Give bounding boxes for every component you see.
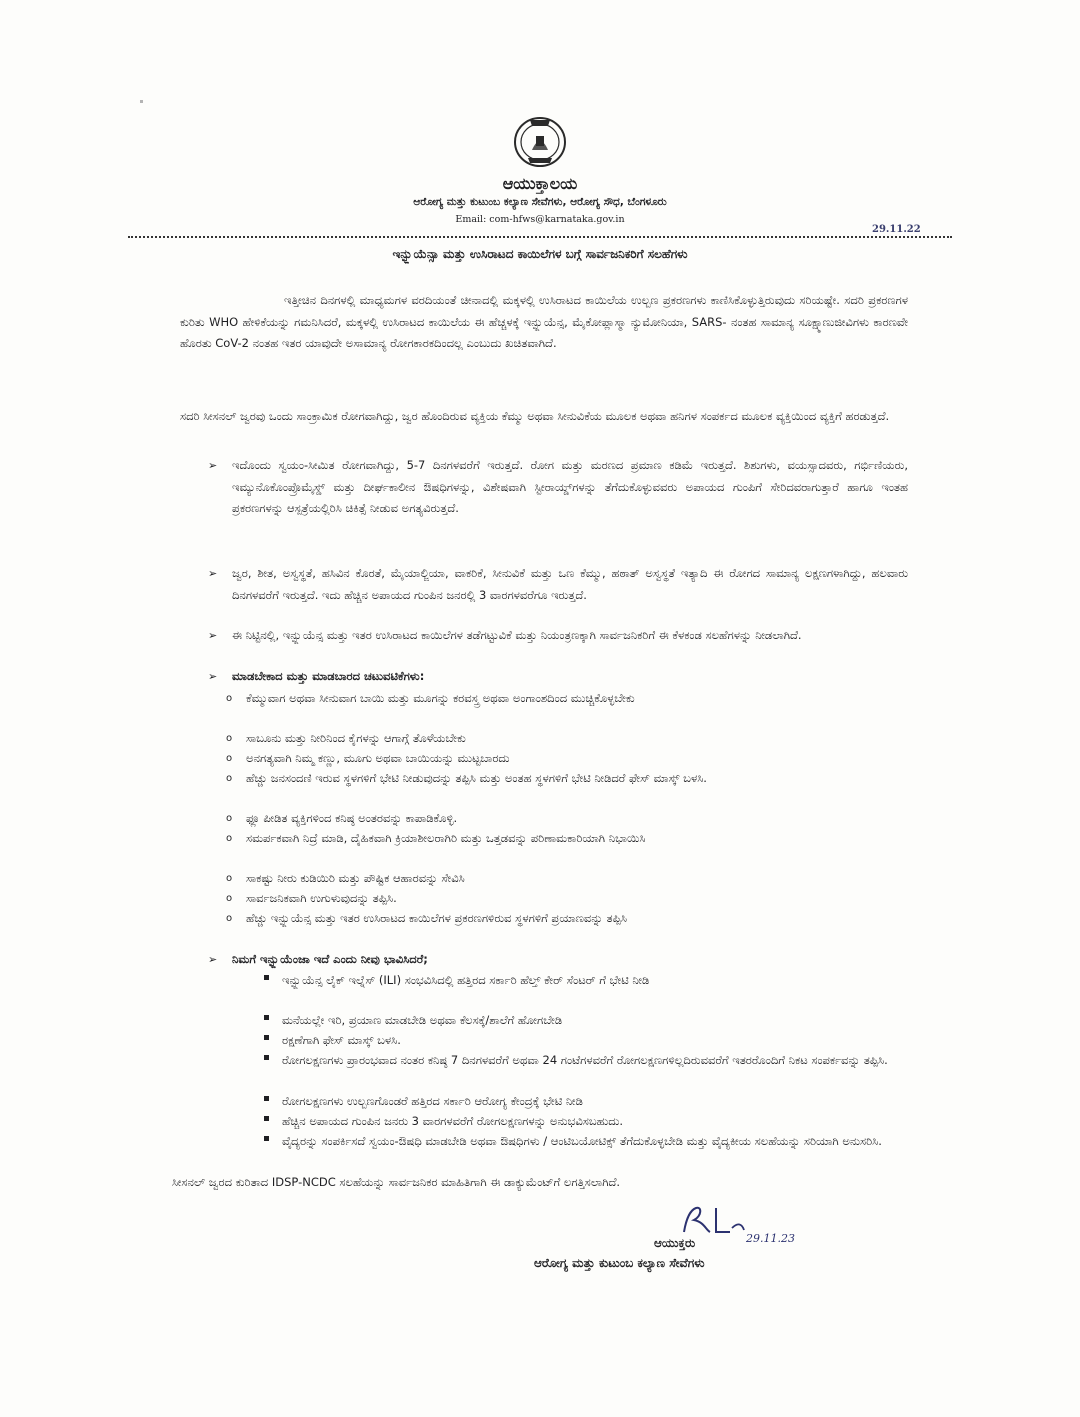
flu-step-text: ರೋಗಲಕ್ಷಣಗಳು ಪ್ರಾರಂಭವಾದ ನಂತರ ಕನಿಷ್ಠ 7 ದಿನಗಳವರೆಗೆ ಅಥವಾ 24 ಗಂಟೆಗಳವರೆಗೆ ರೋಗಲಕ್ಷಣಗಳಿಲ್ಲದಿರುವವರೆಗೆ ಇತರರೊಂದಿಗೆ ನಿಕಟ ಸಂಪರ್ಕವನ್ನು ತಪ್ಪಿಸಿ. [282, 1053, 888, 1067]
circle-bullet-icon: o [226, 813, 233, 824]
flu-step-text: ರಕ್ಷಣೆಗಾಗಿ ಫೇಸ್ ಮಾಸ್ಕ್ ಬಳಸಿ. [282, 1033, 401, 1047]
flu-step-item [264, 1030, 910, 1052]
header-date: 29.11.22 [872, 224, 921, 235]
dos-text: ಸಾಕಷ್ಟು ನೀರು ಕುಡಿಯಿರಿ ಮತ್ತು ಪೌಷ್ಟಿಕ ಆಹಾರವನ್ನು ಸೇವಿಸಿ [246, 871, 465, 885]
square-bullet-icon [264, 1035, 269, 1040]
dos-item [226, 888, 908, 910]
dos-text: ಅನಗತ್ಯವಾಗಿ ನಿಮ್ಮ ಕಣ್ಣು, ಮೂಗು ಅಥವಾ ಬಾಯಿಯನ್ನು ಮುಟ್ಟಬಾರದು [246, 751, 510, 765]
dos-heading: ಮಾಡಬೇಕಾದ ಮತ್ತು ಮಾಡಬಾರದ ಚಟುವಟಿಕೆಗಳು: [232, 669, 425, 683]
square-bullet-icon [264, 1096, 269, 1101]
dos-item [226, 828, 908, 850]
flu-step-item [264, 1131, 910, 1153]
dos-text: ಸಾಬೂನು ಮತ್ತು ನೀರಿನಿಂದ ಕೈಗಳನ್ನು ಆಗಾಗ್ಗೆ ತೊಳೆಯಬೇಕು [246, 731, 466, 745]
arrow-bullet-icon: ➢ [208, 567, 218, 580]
office-email: Email: com-hfws@karnataka.gov.in [455, 214, 625, 225]
flu-step-item [264, 1091, 910, 1113]
flu-step-item [264, 1111, 910, 1133]
dos-item [226, 908, 908, 930]
office-subtitle: ಆರೋಗ್ಯ ಮತ್ತು ಕುಟುಂಬ ಕಲ್ಯಾಣ ಸೇವೆಗಳು, ಆರೋಗ್ಯ ಸೌಧ, ಬೆಂಗಳೂರು [413, 196, 667, 208]
dos-heading-item [208, 666, 908, 688]
bullet-text: ಇದೊಂದು ಸ್ವಯಂ-ಸೀಮಿತ ರೋಗವಾಗಿದ್ದು, 5-7 ದಿನಗಳವರೆಗೆ ಇರುತ್ತದೆ. ರೋಗ ಮತ್ತು ಮರಣದ ಪ್ರಮಾಣ ಕಡಿಮೆ ಇರುತ್ತದೆ. ಶಿಶುಗಳು, ವಯಸ್ಸಾದವರು, ಗರ್ಭಿಣಿಯರು, ಇಮ್ಯುನೊಕೊಂಪ್ರೊಮೈಸ್ಡ್ ಮತ್ತು ದೀರ್ಘಕಾಲೀನ ಔಷಧಿಗಳನ್ನು, ವಿಶೇಷವಾಗಿ ಸ್ಟೀರಾಯ್ಡ್‌ಗಳನ್ನು ತೆಗೆದುಕೊಳ್ಳುವವರು ಅಪಾಯದ ಗುಂಪಿಗೆ ಸೇರಿದವರಾಗುತ್ತಾರೆ ಹಾಗೂ ಇಂತಹ ಪ್ರಕರಣಗಳನ್ನು ಆಸ್ಪತ್ರೆಯಲ್ಲಿರಿಸಿ ಚಿಕಿತ್ಸೆ ನೀಡುವ ಅಗತ್ಯವಿರುತ್ತದೆ. [232, 458, 908, 515]
document-title: ಇನ್ಫ್ಲುಯೆನ್ಸಾ ಮತ್ತು ಉಸಿರಾಟದ ಕಾಯಿಲೆಗಳ ಬಗ್ಗೆ ಸಾರ್ವಜನಿಕರಿಗೆ ಸಲಹೆಗಳು [392, 247, 688, 261]
dos-item [226, 748, 908, 770]
arrow-bullet-icon: ➢ [208, 459, 218, 472]
signatory-role: ಆಯುಕ್ತರು [654, 1236, 696, 1250]
dos-text: ಸಾರ್ವಜನಿಕವಾಗಿ ಉಗುಳುವುದನ್ನು ತಪ್ಪಿಸಿ. [246, 891, 397, 905]
dos-text: ಹೆಚ್ಚು ಇನ್ಫ್ಲುಯೆನ್ಸ ಮತ್ತು ಇತರ ಉಸಿರಾಟದ ಕಾಯಿಲೆಗಳ ಪ್ರಕರಣಗಳಿರುವ ಸ್ಥಳಗಳಿಗೆ ಪ್ರಯಾಣವನ್ನು ತಪ್ಪಿಸಿ [246, 911, 627, 925]
dos-item [226, 728, 908, 750]
circle-bullet-icon: o [226, 873, 233, 884]
bullet-text: ಜ್ವರ, ಶೀತ, ಅಸ್ವಸ್ಥತೆ, ಹಸಿವಿನ ಕೊರತೆ, ಮೈಯಾಲ್ಜಿಯಾ, ವಾಕರಿಕೆ, ಸೀನುವಿಕೆ ಮತ್ತು ಒಣ ಕೆಮ್ಮು, ಹಠಾತ್ ಅಸ್ವಸ್ಥತೆ ಇತ್ಯಾದಿ ಈ ರೋಗದ ಸಾಮಾನ್ಯ ಲಕ್ಷಣಗಳಾಗಿದ್ದು, ಹಲವಾರು ದಿನಗಳವರೆಗೆ ಇರುತ್ತದೆ. ಇದು ಹೆಚ್ಚಿನ ಅಪಾಯದ ಗುಂಪಿನ ಜನರಲ್ಲಿ 3 ವಾರಗಳವರೆಗೂ ಇರುತ್ತದೆ. [232, 566, 908, 602]
signature-date: 29.11.23 [746, 1232, 795, 1245]
flu-step-item [264, 1010, 910, 1032]
square-bullet-icon [264, 1136, 269, 1141]
scan-speck [140, 100, 143, 103]
circle-bullet-icon: o [226, 913, 233, 924]
office-title: ಆಯುಕ್ತಾಲಯ [502, 174, 578, 193]
circle-bullet-icon: o [226, 693, 233, 704]
signatory-department: ಆರೋಗ್ಯ ಮತ್ತು ಕುಟುಂಬ ಕಲ್ಯಾಣ ಸೇವೆಗಳು [534, 1256, 705, 1270]
square-bullet-icon [264, 1015, 269, 1020]
flu-step-text: ರೋಗಲಕ್ಷಣಗಳು ಉಲ್ಬಣಗೊಂಡರೆ ಹತ್ತಿರದ ಸರ್ಕಾರಿ ಆರೋಗ್ಯ ಕೇಂದ್ರಕ್ಕೆ ಭೇಟಿ ನೀಡಿ [282, 1094, 583, 1108]
flu-step-text: ಮನೆಯಲ್ಲೇ ಇರಿ, ಪ್ರಯಾಣ ಮಾಡಬೇಡಿ ಅಥವಾ ಕೆಲಸಕ್ಕೆ/ಶಾಲೆಗೆ ಹೋಗಬೇಡಿ [282, 1013, 563, 1027]
flu-step-text: ವೈದ್ಯರನ್ನು ಸಂಪರ್ಕಿಸದೆ ಸ್ವಯಂ-ಔಷಧಿ ಮಾಡಬೇಡಿ ಅಥವಾ ಔಷಧಿಗಳು / ಆಂಟಿಬಯೋಟಿಕ್ಸ್ ತೆಗೆದುಕೊಳ್ಳಬೇಡಿ ಮತ್ತು ವೈದ್ಯಕೀಯ ಸಲಹೆಯನ್ನು ಸರಿಯಾಗಿ ಅನುಸರಿಸಿ. [282, 1134, 882, 1148]
flu-step-item [264, 1050, 910, 1072]
dos-text: ಫ್ಲೂ ಪೀಡಿತ ವ್ಯಕ್ತಿಗಳಿಂದ ಕನಿಷ್ಠ ಅಂತರವನ್ನು ಕಾಪಾಡಿಕೊಳ್ಳಿ. [246, 811, 458, 825]
circle-bullet-icon: o [226, 773, 233, 784]
square-bullet-icon [264, 1055, 269, 1060]
flu-step-item [264, 970, 910, 992]
karnataka-emblem-icon [512, 112, 568, 170]
dos-item [226, 688, 908, 710]
flu-step-text: ಇನ್ಫ್ಲುಯೆನ್ಸ ಲೈಕ್ ಇಲ್ನೆಸ್ (ILI) ಸಂಭವಿಸಿದಲ್ಲಿ ಹತ್ತಿರದ ಸರ್ಕಾರಿ ಹೆಲ್ತ್ ಕೇರ್ ಸೆಂಟರ್ ಗೆ ಭೇಟಿ ನೀಡಿ [282, 973, 650, 987]
arrow-bullet-icon: ➢ [208, 629, 218, 642]
circle-bullet-icon: o [226, 833, 233, 844]
dos-text: ಸಮರ್ಪಕವಾಗಿ ನಿದ್ರೆ ಮಾಡಿ, ದೈಹಿಕವಾಗಿ ಕ್ರಿಯಾಶೀಲರಾಗಿರಿ ಮತ್ತು ಒತ್ತಡವನ್ನು ಪರಿಣಾಮಕಾರಿಯಾಗಿ ನಿಭಾಯಿಸಿ [246, 831, 646, 845]
square-bullet-icon [264, 1116, 269, 1121]
dos-item [226, 868, 908, 890]
flu-step-text: ಹೆಚ್ಚಿನ ಅಪಾಯದ ಗುಂಪಿನ ಜನರು 3 ವಾರಗಳವರೆಗೆ ರೋಗಲಕ್ಷಣಗಳನ್ನು ಅನುಭವಿಸಬಹುದು. [282, 1114, 624, 1128]
bullet-item [208, 625, 908, 647]
circle-bullet-icon: o [226, 753, 233, 764]
dotted-divider [128, 236, 952, 238]
circle-bullet-icon: o [226, 893, 233, 904]
bullet-item [208, 455, 908, 520]
flu-heading-item [208, 949, 908, 971]
flu-heading: ನಿಮಗೆ ಇನ್ಫ್ಲುಯೆಂಜಾ ಇದೆ ಎಂದು ನೀವು ಭಾವಿಸಿದರೆ; [232, 952, 428, 966]
transmission-paragraph: ಸದರಿ ಸೀಸನಲ್ ಜ್ವರವು ಒಂದು ಸಾಂಕ್ರಾಮಿಕ ರೋಗವಾಗಿದ್ದು, ಜ್ವರ ಹೊಂದಿರುವ ವ್ಯಕ್ತಿಯ ಕೆಮ್ಮು ಅಥವಾ ಸೀನುವಿಕೆಯ ಮೂಲಕ ಅಥವಾ ಹನಿಗಳ ಸಂಪರ್ಕದ ಮೂಲಕ ವ್ಯಕ್ತಿಯಿಂದ ವ್ಯಕ್ತಿಗೆ ಹರಡುತ್ತದೆ. [180, 409, 890, 423]
attachment-paragraph: ಸೀಸನಲ್ ಜ್ವರದ ಕುರಿತಾದ IDSP-NCDC ಸಲಹೆಯನ್ನು ಸಾರ್ವಜನಿಕರ ಮಾಹಿತಿಗಾಗಿ ಈ ಡಾಕ್ಯುಮೆಂಟ್‌ಗೆ ಲಗತ್ತಿಸಲಾಗಿದೆ. [172, 1175, 621, 1189]
dos-item [226, 768, 908, 790]
dos-item [226, 808, 908, 830]
square-bullet-icon [264, 975, 269, 980]
dos-text: ಹೆಚ್ಚು ಜನಸಂದಣಿ ಇರುವ ಸ್ಥಳಗಳಿಗೆ ಭೇಟಿ ನೀಡುವುದನ್ನು ತಪ್ಪಿಸಿ ಮತ್ತು ಅಂತಹ ಸ್ಥಳಗಳಿಗೆ ಭೇಟಿ ನೀಡಿದರೆ ಫೇಸ್ ಮಾಸ್ಕ್ ಬಳಸಿ. [246, 771, 707, 785]
bullet-item [208, 563, 908, 606]
intro-paragraph: ಇತ್ತೀಚಿನ ದಿನಗಳಲ್ಲಿ ಮಾಧ್ಯಮಗಳ ವರದಿಯಂತೆ ಚೀನಾದಲ್ಲಿ ಮಕ್ಕಳಲ್ಲಿ ಉಸಿರಾಟದ ಕಾಯಿಲೆಯ ಉಲ್ಬಣ ಪ್ರಕರಣಗಳು ಕಾಣಿಸಿಕೊಳ್ಳುತ್ತಿರುವುದು ಸರಿಯಷ್ಟೇ. ಸದರಿ ಪ್ರಕರಣಗಳ ಕುರಿತು WHO ಹೇಳಿಕೆಯನ್ನು ಗಮನಿಸಿದರೆ, ಮಕ್ಕಳಲ್ಲಿ ಉಸಿರಾಟದ ಕಾಯಿಲೆಯ ಈ ಹೆಚ್ಚಳಕ್ಕೆ ಇನ್ಫ್ಲುಯೆನ್ಸ, ಮೈಕೋಪ್ಲಾಸ್ಮಾ ನ್ಯುಮೋನಿಯಾ, SARS- ನಂತಹ ಸಾಮಾನ್ಯ ಸೂಕ್ಷ್ಮಾಣುಜೀವಿಗಳು ಕಾರಣವೇ ಹೊರತು CoV-2 ನಂತಹ ಇತರ ಯಾವುದೇ ಅಸಾಮಾನ್ಯ ರೋಗಕಾರಕದಿಂದಲ್ಲ ಎಂಬುದು ಖಚಿತವಾಗಿದೆ. [180, 293, 908, 350]
arrow-bullet-icon: ➢ [208, 670, 218, 683]
bullet-text: ಈ ನಿಟ್ಟಿನಲ್ಲಿ, ಇನ್ಫ್ಲುಯೆನ್ಸ ಮತ್ತು ಇತರ ಉಸಿರಾಟದ ಕಾಯಿಲೆಗಳ ತಡೆಗಟ್ಟುವಿಕೆ ಮತ್ತು ನಿಯಂತ್ರಣಕ್ಕಾಗಿ ಸಾರ್ವಜನಿಕರಿಗೆ ಈ ಕೆಳಕಂಡ ಸಲಹೆಗಳನ್ನು ನೀಡಲಾಗಿದೆ. [232, 628, 802, 642]
dos-text: ಕೆಮ್ಮುವಾಗ ಅಥವಾ ಸೀನುವಾಗ ಬಾಯಿ ಮತ್ತು ಮೂಗನ್ನು ಕರವಸ್ತ್ರ ಅಥವಾ ಅಂಗಾಂಶದಿಂದ ಮುಚ್ಚಿಕೊಳ್ಳಬೇಕು [246, 691, 635, 705]
arrow-bullet-icon: ➢ [208, 953, 218, 966]
circle-bullet-icon: o [226, 733, 233, 744]
